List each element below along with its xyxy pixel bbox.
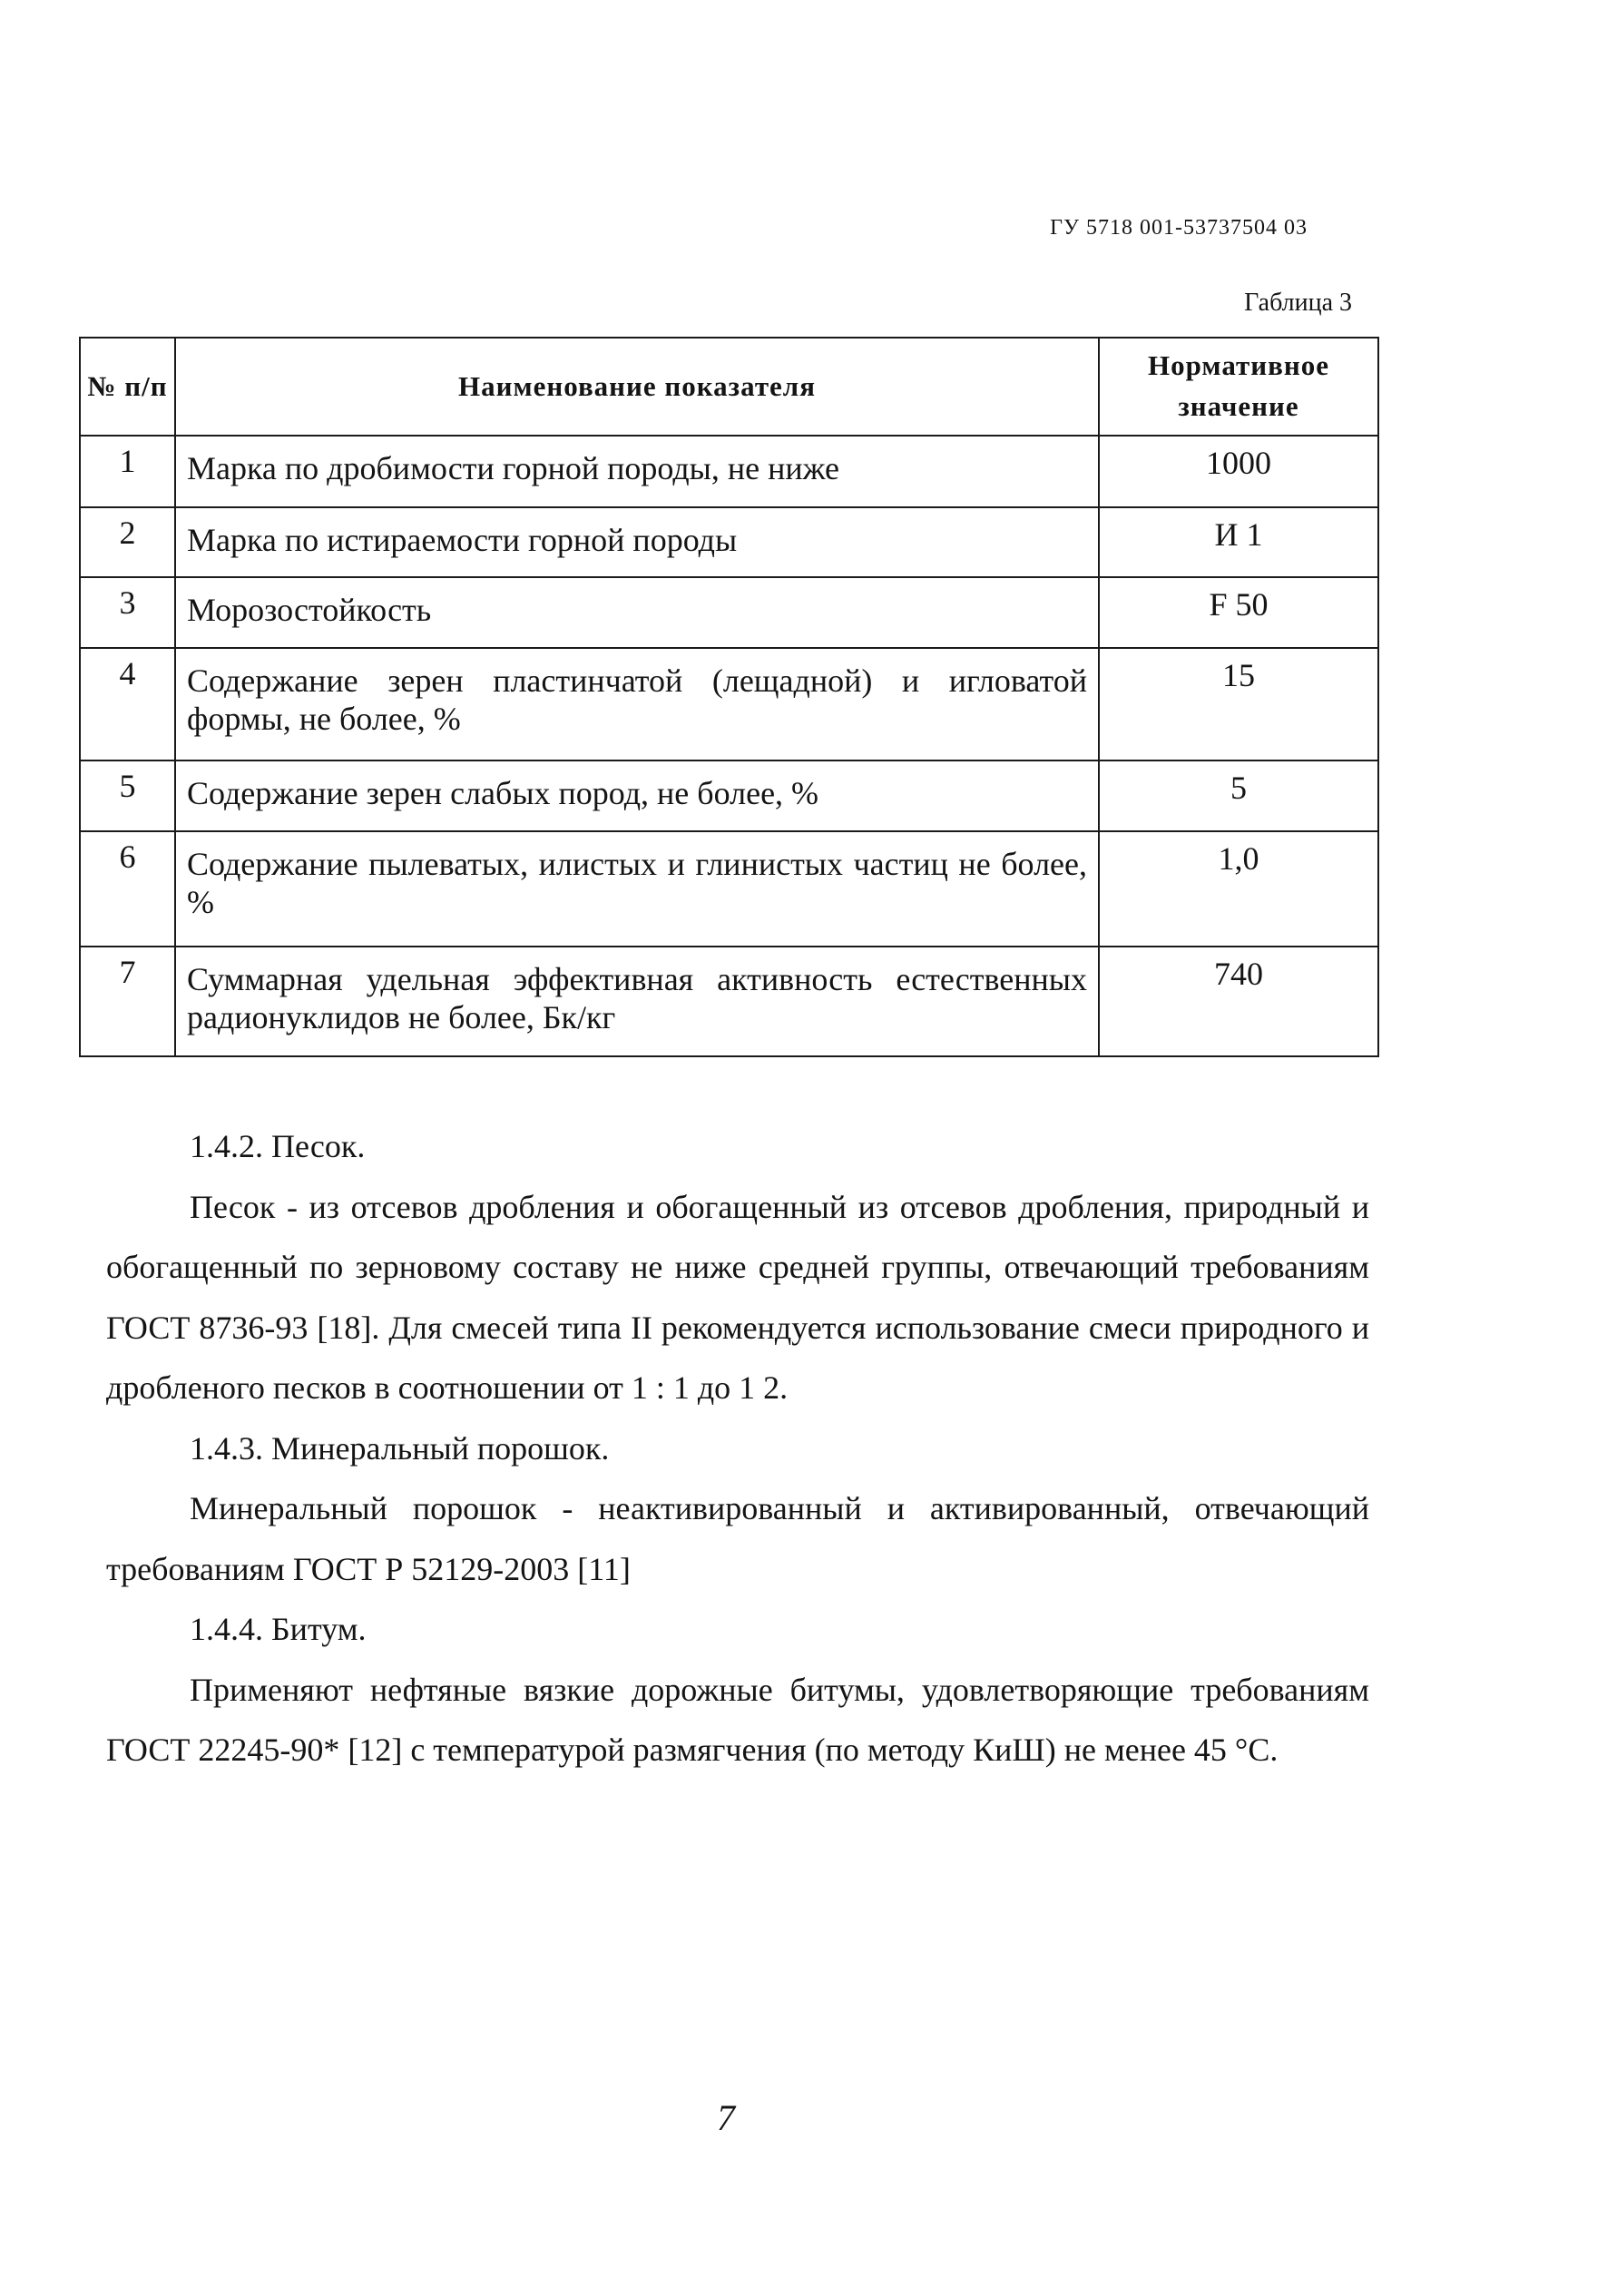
table-row (80, 947, 1378, 1056)
table-row (80, 507, 1378, 577)
table-row (80, 577, 1378, 648)
row-number: 4 (80, 648, 175, 760)
header-value: Нормативное значение (1099, 338, 1378, 436)
header-name: Наименование показателя (175, 338, 1099, 436)
indicator-name: Суммарная удельная эффективная активность естественных радионуклидов не более, Бк/кг (175, 947, 1099, 1056)
indicator-value: 1,0 (1099, 831, 1378, 947)
section-heading-sand: 1.4.2. Песок. (190, 1128, 366, 1164)
indicator-value: F 50 (1099, 577, 1378, 648)
table-row (80, 648, 1378, 760)
table-row (80, 760, 1378, 831)
row-number: 7 (80, 947, 175, 1056)
table-row (80, 436, 1378, 507)
indicator-value: 15 (1099, 648, 1378, 760)
indicator-name: Содержание пылеватых, илистых и глинистых частиц не более, % (175, 831, 1099, 947)
indicator-name: Содержание зерен пластинчатой (лещадной) и игловатой формы, не более, % (175, 648, 1099, 760)
section-text-bitumen: Применяют нефтяные вязкие дорожные битумы, удовлетворяющие требованиям ГОСТ 22245-90* [12] с температурой размягчения (по методу КиШ) не менее 45 °С. (106, 1671, 1369, 1768)
indicator-value: 1000 (1099, 436, 1378, 507)
indicator-name: Морозостойкость (175, 577, 1099, 648)
section-heading-mineral-powder: 1.4.3. Минеральный порошок. (190, 1429, 610, 1467)
document-body (106, 1116, 1369, 1781)
table-header-row (80, 338, 1378, 436)
row-number: 3 (80, 577, 175, 648)
indicator-value: 740 (1099, 947, 1378, 1056)
section-text-sand: Песок - из отсевов дробления и обогащенный из отсевов дробления, природный и обогащенный по зерновому составу не ниже средней группы, отвечающий требованиям ГОСТ 8736-93 [18]. Для смесей типа II рекомендуется использование смеси природного и дробленого песков в соотношении от 1 : 1 до 1 2. (106, 1188, 1369, 1406)
document-code: ГУ 5718 001-53737504 03 (1050, 216, 1308, 240)
row-number: 6 (80, 831, 175, 947)
indicator-name: Марка по истираемости горной породы (175, 507, 1099, 577)
header-num: № п/п (80, 338, 175, 436)
row-number: 1 (80, 436, 175, 507)
indicator-value: 5 (1099, 760, 1378, 831)
indicator-name: Содержание зерен слабых пород, не более, % (175, 760, 1099, 831)
indicator-value: И 1 (1099, 507, 1378, 577)
indicator-name: Марка по дробимости горной породы, не ниже (175, 436, 1099, 507)
row-number: 5 (80, 760, 175, 831)
table-row (80, 831, 1378, 947)
row-number: 2 (80, 507, 175, 577)
table-caption: Габлица 3 (1244, 289, 1352, 317)
section-heading-bitumen: 1.4.4. Битум. (190, 1611, 367, 1647)
specification-table (79, 337, 1379, 1057)
section-text-mineral-powder: Минеральный порошок - неактивированный и активированный, отвечающий требованиям ГОСТ Р 52129-2003 [11] (106, 1490, 1369, 1587)
page-number: 7 (717, 2097, 735, 2138)
